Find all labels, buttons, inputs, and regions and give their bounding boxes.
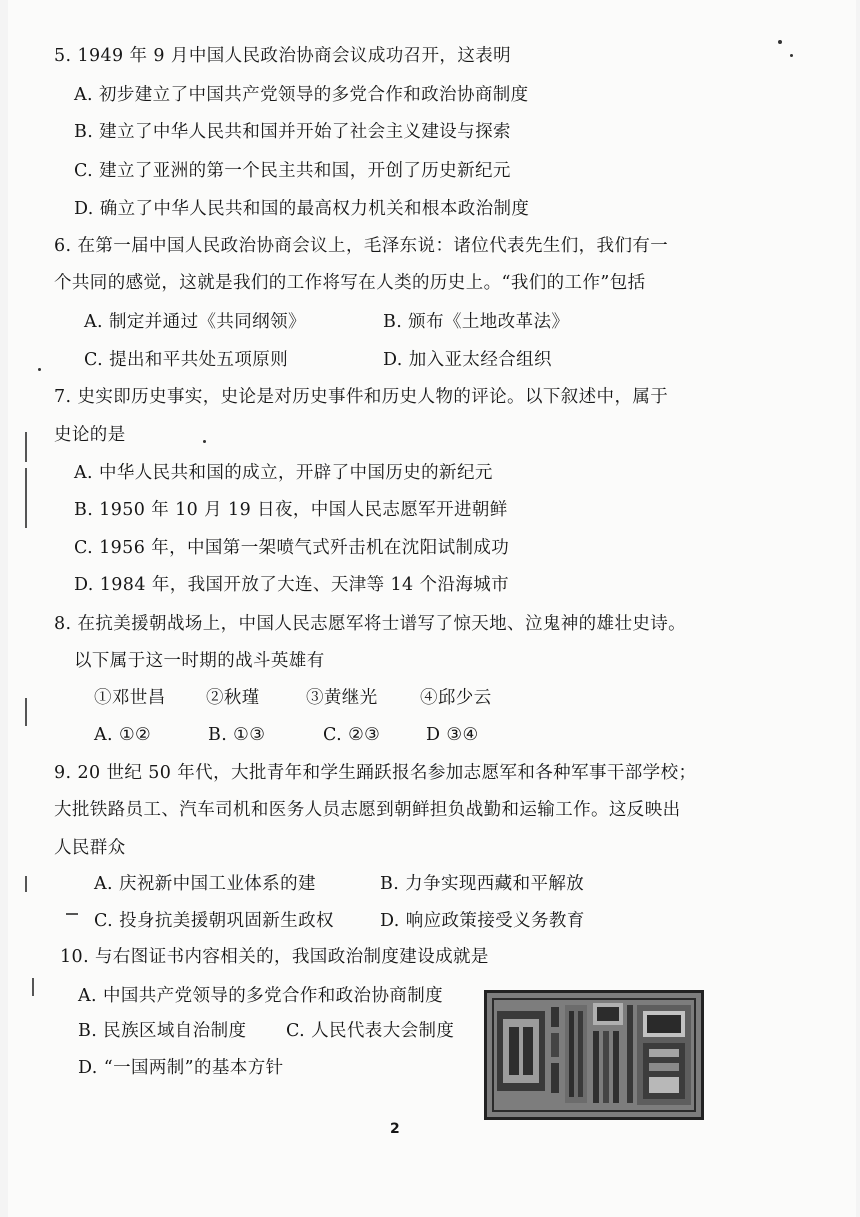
q6-option-b: B. 颁布《土地改革法》	[383, 312, 570, 332]
q7-option-d: D. 1984 年，我国开放了大连、天津等 14 个沿海城市	[74, 575, 510, 595]
q9-stem-line2: 大批铁路员工、汽车司机和医务人员志愿到朝鲜担负战勤和运输工作。这反映出	[54, 800, 681, 820]
q5-option-a: A. 初步建立了中国共产党领导的多党合作和政治协商制度	[74, 85, 529, 105]
scan-mark	[25, 468, 27, 528]
q9-stem-line3: 人民群众	[54, 838, 126, 858]
q7-stem-line1: 7. 史实即历史事实，史论是对历史事件和历史人物的评论。以下叙述中，属于	[54, 387, 669, 407]
q6-option-d: D. 加入亚太经合组织	[383, 350, 552, 370]
q10-option-b: B. 民族区域自治制度	[78, 1021, 247, 1041]
q9-option-d: D. 响应政策接受义务教育	[380, 911, 585, 931]
q8-item-2: ②秋瑾	[206, 688, 260, 708]
q5-option-b: B. 建立了中华人民共和国并开始了社会主义建设与探索	[74, 122, 511, 142]
q10-option-a: A. 中国共产党领导的多党合作和政治协商制度	[78, 986, 444, 1006]
q10-option-c: C. 人民代表大会制度	[286, 1021, 455, 1041]
q9-stem-line1: 9. 20 世纪 50 年代，大批青年和学生踊跃报名参加志愿军和各种军事干部学校；	[54, 763, 697, 783]
q8-stem-line2: 以下属于这一时期的战斗英雄有	[74, 651, 325, 671]
q10-option-d: D. “一国两制”的基本方针	[78, 1058, 284, 1078]
q7-option-c: C. 1956 年，中国第一架喷气式歼击机在沈阳试制成功	[74, 538, 510, 558]
q10-stem: 10. 与右图证书内容相关的，我国政治制度建设成就是	[60, 947, 489, 967]
scan-speck	[790, 54, 793, 57]
q6-stem-line2: 个共同的感觉，这就是我们的工作将写在人类的历史上。“我们的工作”包括	[54, 273, 646, 293]
q5-option-c: C. 建立了亚洲的第一个民主共和国，开创了历史新纪元	[74, 161, 511, 181]
q5-option-d: D. 确立了中华人民共和国的最高权力机关和根本政治制度	[74, 199, 530, 219]
scan-speck	[38, 368, 41, 371]
q9-option-c: C. 投身抗美援朝巩固新生政权	[94, 911, 334, 931]
q7-option-b: B. 1950 年 10 月 19 日夜，中国人民志愿军开进朝鲜	[74, 500, 508, 520]
q8-option-c: C. ②③	[323, 725, 381, 745]
q8-item-4: ④邱少云	[420, 688, 492, 708]
q8-option-d: D ③④	[426, 725, 479, 745]
page-number: 2	[390, 1121, 400, 1137]
scan-speck	[778, 40, 782, 44]
q6-option-c: C. 提出和平共处五项原则	[84, 350, 289, 370]
q8-option-b: B. ①③	[208, 725, 266, 745]
certificate-graphic	[487, 993, 701, 1117]
q8-item-3: ③黄继光	[306, 688, 378, 708]
scan-mark	[25, 698, 27, 726]
q6-stem-line1: 6. 在第一届中国人民政治协商会议上，毛泽东说：诸位代表先生们，我们有一	[54, 236, 669, 256]
q9-option-a: A. 庆祝新中国工业体系的建	[94, 874, 316, 894]
q8-item-1: ①邓世昌	[94, 688, 166, 708]
q7-stem-line2: 史论的是	[54, 425, 126, 445]
q5-stem: 5. 1949 年 9 月中国人民政治协商会议成功召开，这表明	[54, 46, 512, 66]
scan-mark	[25, 432, 27, 462]
certificate-image	[484, 990, 704, 1120]
q7-option-a: A. 中华人民共和国的成立，开辟了中国历史的新纪元	[74, 463, 493, 483]
scan-mark	[66, 913, 78, 915]
q8-option-a: A. ①②	[94, 725, 152, 745]
scan-mark	[25, 876, 27, 892]
q6-option-a: A. 制定并通过《共同纲领》	[84, 312, 306, 332]
q8-stem-line1: 8. 在抗美援朝战场上，中国人民志愿军将士谱写了惊天地、泣鬼神的雄壮史诗。	[54, 614, 687, 634]
scan-mark	[32, 978, 34, 996]
exam-page	[8, 0, 856, 1217]
q9-option-b: B. 力争实现西藏和平解放	[380, 874, 585, 894]
scan-speck	[203, 440, 206, 443]
